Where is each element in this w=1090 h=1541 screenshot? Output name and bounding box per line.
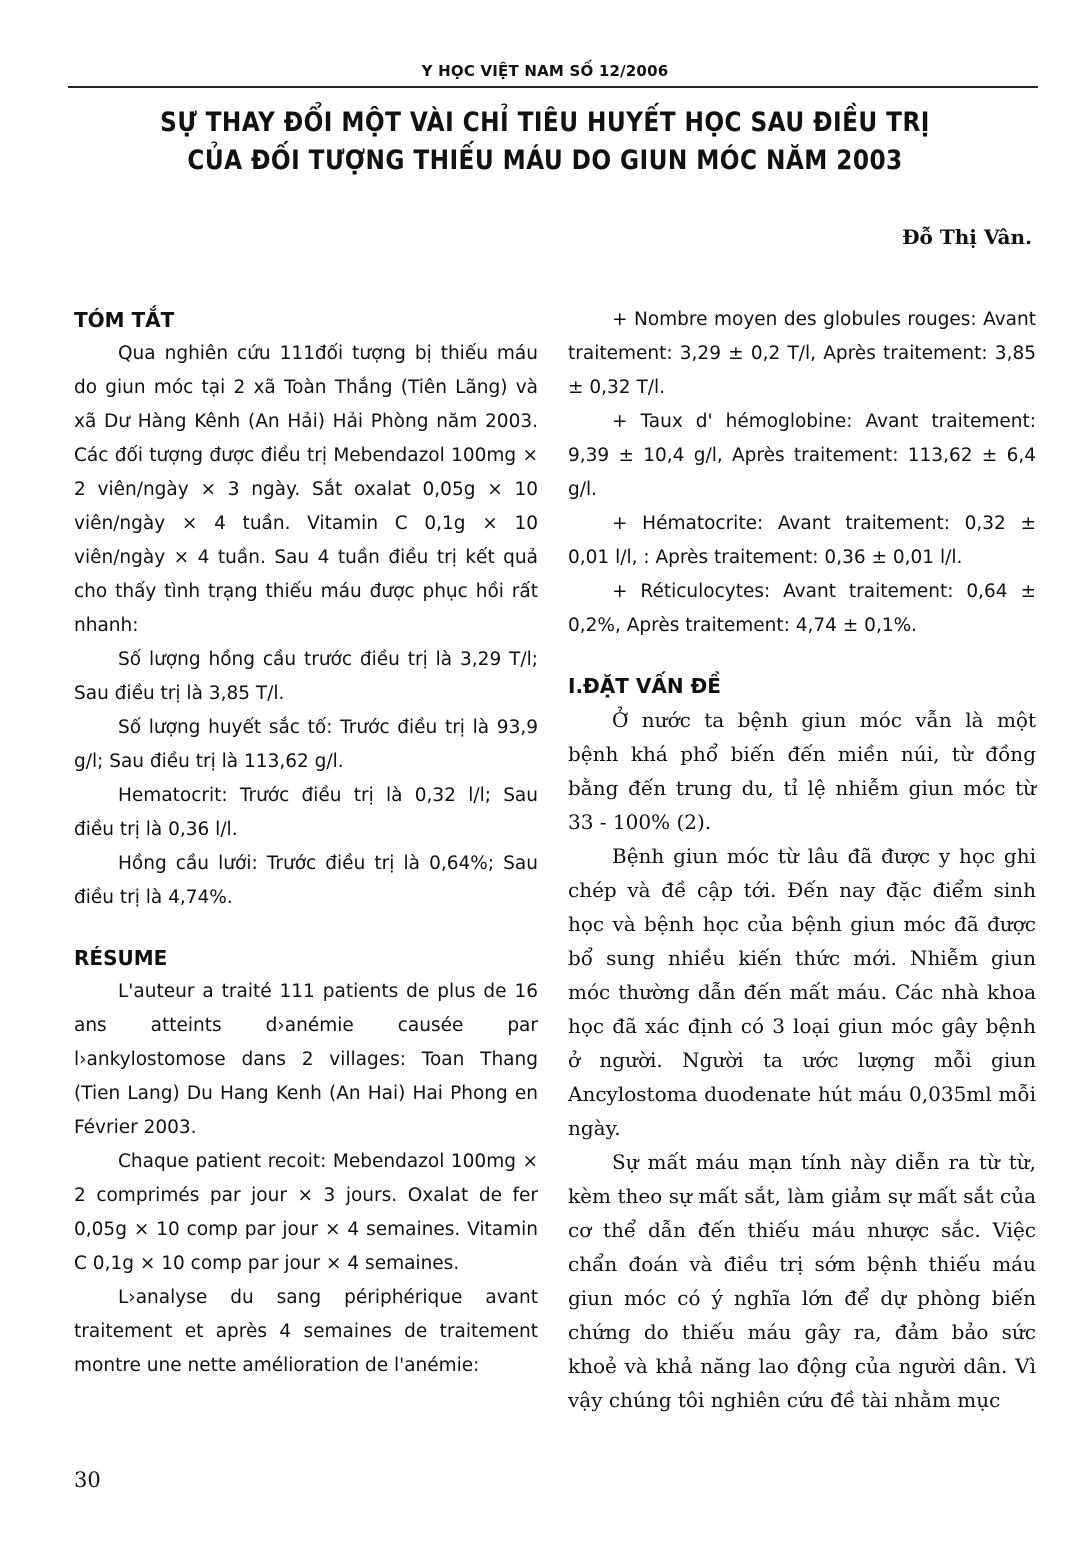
abstract-vi-paragraph: Hematocrit: Trước điều trị là 0,32 l/l; Sau điều trị là 0,36 l/l.	[74, 785, 538, 840]
section-gap	[568, 643, 1036, 669]
abstract-fr-paragraph: L›analyse du sang périphérique avant traitement et après 4 semaines de traitement montre une nette amélioration de l'anémie:	[74, 1287, 538, 1376]
abstract-fr-paragraph: L'auteur a traité 111 patients de plus de 16 ans atteints d›anémie causée par l›ankylostomose dans 2 villages: Toan Thang (Tien Lang) Du Hang Kenh (An Hai) Hai Phong en Février 2003.	[74, 981, 538, 1138]
abstract-fr-paragraph: + Hématocrite: Avant traitement: 0,32 ± 0,01 l/l, : Après traitement: 0,36 ± 0,01 l/l.	[568, 513, 1036, 568]
abstract-vi-paragraph: Qua nghiên cứu 111đối tượng bị thiếu máu do giun móc tại 2 xã Toàn Thắng (Tiên Lãng) và xã Dư Hàng Kênh (An Hải) Hải Phòng năm 2003. Các đối tượng được điều trị Mebendazol 100mg × 2 viên/ngày × 3 ngày. Sắt oxalat 0,05g × 10 viên/ngày × 4 tuần. Vitamin C 0,1g × 10 viên/ngày × 4 tuần. Sau 4 tuần điều trị kết quả cho thấy tình trạng thiếu máu được phục hồi rất nhanh:	[74, 343, 538, 636]
author: Đỗ Thị Vân.	[902, 225, 1032, 249]
abstract-fr-paragraph: + Nombre moyen des globules rouges: Avant traitement: 3,29 ± 0,2 T/l, Après traitement: 3,85 ± 0,32 T/l.	[568, 309, 1036, 398]
section-1-paragraph: Ở nước ta bệnh giun móc vẫn là một bệnh khá phổ biến đến miền núi, từ đồng bằng đến trung du, tỉ lệ nhiễm giun móc từ 33 - 100% (2).	[568, 708, 1036, 834]
article-title	[137, 104, 954, 180]
abstract-vi-heading: TÓM TẮT	[74, 308, 175, 332]
section-gap	[74, 915, 538, 941]
right-column	[568, 303, 1036, 1417]
header-rule	[68, 86, 1038, 88]
abstract-vi-paragraph: Số lượng hồng cầu trước điều trị là 3,29 T/l; Sau điều trị là 3,85 T/l.	[74, 649, 538, 704]
title-line-2: CỦA ĐỐI TƯỢNG THIẾU MÁU DO GIUN MÓC NĂM 2003	[187, 145, 903, 176]
page-number: 30	[74, 1468, 101, 1492]
abstract-vi-paragraph: Hồng cầu lưới: Trước điều trị là 0,64%; Sau điều trị là 4,74%.	[74, 853, 538, 908]
abstract-fr-paragraph: Chaque patient recoit: Mebendazol 100mg × 2 comprimés par jour × 3 jours. Oxalat de fer 0,05g × 10 comp par jour × 4 semaines. Vitamin C 0,1g × 10 comp par jour × 4 semaines.	[74, 1151, 538, 1274]
section-1-heading: I.ĐẶT VẤN ĐỀ	[568, 674, 721, 698]
title-line-1: SỰ THAY ĐỔI MỘT VÀI CHỈ TIÊU HUYẾT HỌC SAU ĐIỀU TRỊ	[160, 107, 930, 138]
section-1-body	[568, 703, 1036, 1417]
abstract-vi-paragraph: Số lượng huyết sắc tố: Trước điều trị là 93,9 g/l; Sau điều trị là 113,62 g/l.	[74, 717, 538, 772]
section-1-paragraph: Bệnh giun móc từ lâu đã được y học ghi chép và đề cập tới. Đến nay đặc điểm sinh học và bệnh học của bệnh giun móc đã được bổ sung nhiều kiến thức mới. Nhiễm giun móc thường dẫn đến mất máu. Các nhà khoa học đã xác định có 3 loại giun móc gây bệnh ở người. Người ta ước lượng mỗi giun Ancylostoma duodenate hút máu 0,035ml mỗi ngày.	[568, 844, 1036, 1140]
journal-header: Y HỌC VIỆT NAM SỐ 12/2006	[421, 62, 669, 80]
abstract-fr-paragraph: + Réticulocytes: Avant traitement: 0,64 ± 0,2%, Après traitement: 4,74 ± 0,1%.	[568, 581, 1036, 636]
left-column	[74, 303, 538, 1383]
abstract-fr-paragraph: + Taux d' hémoglobine: Avant traitement: 9,39 ± 10,4 g/l, Après traitement: 113,62 ± 6,4 g/l.	[568, 411, 1036, 500]
abstract-fr-heading: RÉSUME	[74, 946, 168, 970]
section-1-paragraph: Sự mất máu mạn tính này diễn ra từ từ, kèm theo sự mất sắt, làm giảm sự mất sắt của cơ thể dẫn đến thiếu máu nhược sắc. Việc chẩn đoán và điều trị sớm bệnh thiếu máu giun móc có ý nghĩa lớn để dự phòng biến chứng do thiếu máu gây ra, đảm bảo sức khoẻ và khả năng lao động của người dân. Vì vậy chúng tôi nghiên cứu đề tài nhằm mục	[568, 1150, 1036, 1412]
